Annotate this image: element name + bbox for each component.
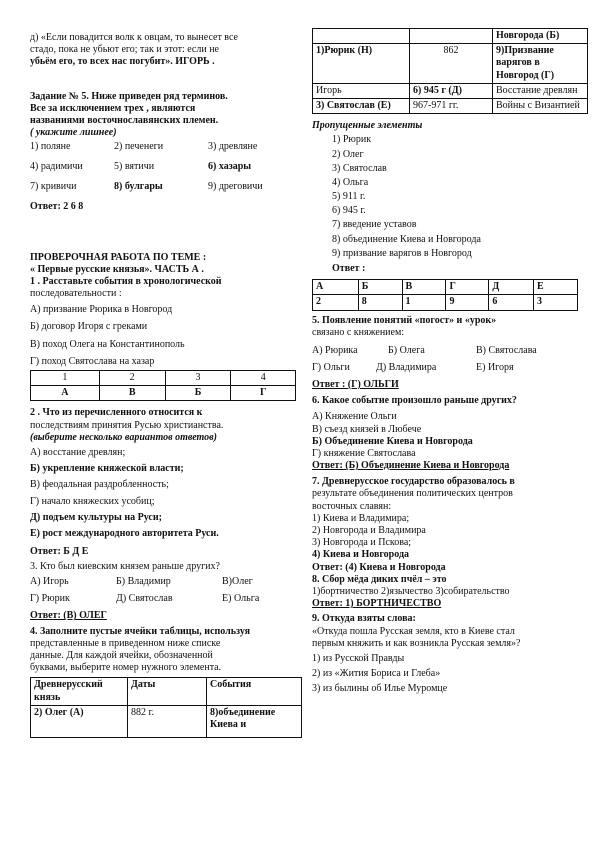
test-title: ПРОВЕРОЧНАЯ РАБОТА ПО ТЕМЕ : <box>30 251 207 263</box>
option: 9) дреговичи <box>208 181 263 193</box>
q1-option: А) призвание Рюрика в Новгород <box>30 304 173 316</box>
q7-option: 4) Киева и Новгорода <box>312 549 409 561</box>
list-item: 6) 945 г. <box>332 205 366 217</box>
option: А) Рюрика <box>312 344 358 356</box>
q2-option: Г) начало княжеских усобиц; <box>30 495 155 507</box>
option: Б) Олега <box>388 344 425 356</box>
table-cell: А <box>313 280 359 295</box>
q2-option: Е) рост международного авторитета Руси. <box>30 527 219 539</box>
q9-option: 3) из былины об Илье Муромце <box>312 683 448 695</box>
q9-option: 2) из «Жития Бориса и Глеба» <box>312 668 441 680</box>
table-cell: В <box>402 280 446 295</box>
list-item: 7) введение уставов <box>332 219 417 231</box>
option: Д) Святослав <box>116 593 173 605</box>
table-cell: Д <box>489 280 534 295</box>
table-cell: Г <box>446 280 489 295</box>
option: 4) радимичи <box>30 161 83 173</box>
table-cell: 1)Рюрик (Н) <box>313 44 410 84</box>
table-cell: 4 <box>231 371 296 386</box>
table-cell: События <box>207 678 302 705</box>
table-cell: 8)объединение Киева и <box>207 705 302 737</box>
option: 5) вятичи <box>114 161 155 173</box>
q1-text: 1 . Расставьте события в хронологической <box>30 275 222 287</box>
test-subtitle: « Первые русские князья». ЧАСТЬ А . <box>30 263 204 275</box>
option: 8) булгары <box>114 181 163 193</box>
table-cell: 882 г. <box>128 705 207 737</box>
q1-option: Г) поход Святослава на хазар <box>30 355 155 367</box>
table-cell: 6) 945 г (Д) <box>410 83 493 98</box>
q5-text: 5. Появление понятий «погост» и «урок» <box>312 314 497 326</box>
table-cell: 2 <box>99 371 165 386</box>
answer-label: Ответ : <box>332 263 366 274</box>
missing-list <box>312 134 588 260</box>
q2-option: А) восстание древлян; <box>30 446 126 458</box>
q1-text: последовательности : <box>30 288 122 300</box>
answer-table <box>312 279 578 310</box>
option: 2) печенеги <box>114 141 164 153</box>
task5-heading: Все за исключением трех , являются <box>30 102 196 114</box>
table-cell: 1 <box>31 371 100 386</box>
q4-table <box>30 677 302 737</box>
q4-text: буквами, выберите номер нужного элемента. <box>30 662 222 674</box>
q4-text: 4. Заполните пустые ячейки таблицы, используя <box>30 625 251 637</box>
option: 3) древляне <box>208 141 258 153</box>
q7-answer: Ответ: (4) Киева и Новгорода <box>312 561 446 573</box>
option: 6) хазары <box>208 161 252 173</box>
list-item: 3) Святослав <box>332 162 387 174</box>
list-item: 2) Олег <box>332 148 364 160</box>
option: Б) Владимир <box>116 576 171 588</box>
q2-answer: Ответ: Б Д Е <box>30 546 89 558</box>
table-cell: 8 <box>358 295 402 310</box>
q6-text: 6. Какое событие произошло раньше других? <box>312 395 517 407</box>
table-cell: 3) Святослав (Е) <box>313 98 410 113</box>
q2-text: последствиям принятия Русью христианства. <box>30 419 224 431</box>
right-column <box>312 28 588 695</box>
q2-option: Б) укрепление княжеской власти; <box>30 463 184 475</box>
quote-line: д) «Если повадится волк к овцам, то вынесет все <box>30 32 238 43</box>
task5-options <box>30 141 302 201</box>
option: Е) Ольга <box>222 593 260 605</box>
table-cell: 862 <box>410 44 493 84</box>
table-cell: Б <box>358 280 402 295</box>
table-cell: Г <box>231 386 296 401</box>
q7-option: 3) Новгорода и Пскова; <box>312 537 412 549</box>
task5-hint: ( укажите лишнее) <box>30 127 117 139</box>
option: В) Святослава <box>476 344 537 356</box>
q7-text: 7. Древнерусское государство образовалось в <box>312 476 515 488</box>
missing-title: Пропущенные элементы <box>312 120 423 132</box>
option: 7) кривичи <box>30 181 77 193</box>
q9-quote: первым княжить и как возникла Русская земля»? <box>312 637 521 649</box>
q2-option: В) феодальная раздробленность; <box>30 479 169 491</box>
table-cell: В <box>99 386 165 401</box>
q5-text: связано с княжением: <box>312 326 405 338</box>
q8-text: 8. Сбор мёда диких пчёл – это <box>312 573 447 585</box>
table-cell: 6 <box>489 295 534 310</box>
table-cell: А <box>31 386 100 401</box>
option: Д) Владимира <box>376 361 437 373</box>
q2-hint: (выберите несколько вариантов ответов) <box>30 431 217 443</box>
q8-options: 1)бортничество 2)язычество 3)собирательство <box>312 585 510 597</box>
list-item: 1) Рюрик <box>332 134 372 146</box>
table-cell <box>410 29 493 44</box>
q7-text: восточных славян: <box>312 500 392 512</box>
table-cell: Б <box>165 386 231 401</box>
quote-line: стадо, пока не убьют его; так и этот: если не <box>30 44 219 56</box>
q1-option: Б) договор Игоря с греками <box>30 321 148 333</box>
q6-option: Г) княжение Святослава <box>312 447 416 459</box>
q6-answer: Ответ: (Б) Объединение Киева и Новгорода <box>312 460 510 472</box>
option: В)Олег <box>222 576 253 588</box>
table-cell: Е <box>534 280 578 295</box>
q1-option: В) поход Олега на Константинополь <box>30 338 185 350</box>
option: Е) Игоря <box>476 361 514 373</box>
q9-quote: «Откуда пошла Русская земля, кто в Киеве стал <box>312 625 515 637</box>
q3-answer: Ответ: (В) ОЛЕГ <box>30 610 107 622</box>
table-cell: Новгорода (Б) <box>493 29 588 44</box>
q7-option: 2) Новгорода и Владимира <box>312 525 426 536</box>
table-cell: 967-971 гг. <box>410 98 493 113</box>
q6-option: А) Княжение Ольги <box>312 411 397 423</box>
list-item: 4) Ольга <box>332 176 369 188</box>
task5-heading: названиями восточнославянских племен. <box>30 114 219 126</box>
table-cell: 2) Олег (А) <box>31 705 128 737</box>
option: Г) Ольги <box>312 361 350 373</box>
q4-text: данные. Для каждой ячейки, обозначенной <box>30 650 213 661</box>
table-cell: 9)Призвание варягов в Новгород (Г) <box>493 44 588 84</box>
table-cell: 2 <box>313 295 359 310</box>
q2-text: 2 . Что из перечисленного относится к <box>30 407 203 419</box>
table-cell: Даты <box>128 678 207 705</box>
q9-option: 1) из Русской Правды <box>312 652 405 664</box>
table-cell: 9 <box>446 295 489 310</box>
list-item: 8) объединение Киева и Новгорода <box>332 233 481 245</box>
table-cell: 1 <box>402 295 446 310</box>
task5-answer: Ответ: 2 6 8 <box>30 201 84 213</box>
table-cell: 3 <box>534 295 578 310</box>
list-item: 5) 911 г. <box>332 191 366 203</box>
q3-text: 3. Кто был киевским князем раньше других? <box>30 561 220 573</box>
q4-text: представленные в приведенном ниже списке <box>30 637 221 649</box>
q6-option: Б) Объединение Киева и Новгорода <box>312 435 473 447</box>
left-column <box>30 32 302 738</box>
option: А) Игорь <box>30 576 69 588</box>
table-cell: Восстание древлян <box>493 83 588 98</box>
q5-answer: Ответ : (Г) ОЛЬГИ <box>312 378 399 390</box>
q7-text: результате объединения политических центров <box>312 488 513 500</box>
table-cell: Древнерусский князь <box>31 678 128 705</box>
q7-option: 1) Киева и Владимира; <box>312 512 410 524</box>
q8-answer: Ответ: 1) БОРТНИЧЕСТВО <box>312 598 442 610</box>
quote-line: убьём его, то всех нас погубит». ИГОРЬ . <box>30 56 215 68</box>
task5-heading: Задание № 5. Ниже приведен ряд терминов. <box>30 90 228 102</box>
table-cell <box>313 29 410 44</box>
list-item: 9) призвание варягов в Новгород <box>332 247 472 259</box>
q1-answer-table <box>30 370 296 401</box>
option: 1) поляне <box>30 141 71 153</box>
q4-table-continued <box>312 28 588 114</box>
q2-option: Д) подъем культуры на Руси; <box>30 511 162 523</box>
table-cell: Игорь <box>313 83 410 98</box>
option: Г) Рюрик <box>30 593 70 605</box>
table-cell: Войны с Византией <box>493 98 588 113</box>
q9-text: 9. Откуда взяты слова: <box>312 613 416 625</box>
q6-option: В) съезд князей в Любече <box>312 423 422 435</box>
table-cell: 3 <box>165 371 231 386</box>
